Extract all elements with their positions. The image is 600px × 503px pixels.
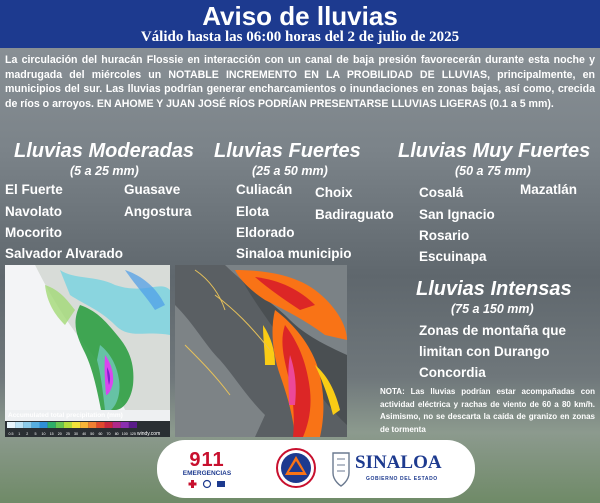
place-item: Badiraguato [315, 207, 394, 222]
legend-value-label: 40 [82, 432, 87, 436]
legend-swatch [23, 422, 31, 428]
precipitation-map [5, 265, 170, 437]
place-item: Cosalá [419, 185, 464, 200]
header-banner [0, 0, 600, 48]
satellite-radar-graphic [175, 265, 347, 437]
place-item: Mocorito [5, 225, 62, 240]
legend-value-label: 1 [18, 432, 21, 436]
moderadas-range: (5 a 25 mm) [70, 164, 139, 178]
legend-value-label: 15 [49, 432, 54, 436]
legend-swatch [40, 422, 48, 428]
muy-fuertes-range: (50 a 75 mm) [455, 164, 531, 178]
logo-911-number: 911 [189, 449, 225, 471]
logo-sinaloa-text: SINALOA [355, 452, 442, 473]
fuertes-title: Lluvias Fuertes [214, 140, 361, 162]
intensas-range: (75 a 150 mm) [451, 302, 534, 316]
proteccion-civil-shield-icon [276, 448, 316, 488]
place-item: Elota [236, 204, 270, 219]
page-title: Aviso de lluvias [202, 1, 398, 31]
legend-value-label: 125 [129, 432, 136, 436]
fuertes-range: (25 a 50 mm) [252, 164, 328, 178]
medical-cross-icon [182, 478, 232, 490]
map-watermark: windy.com [137, 431, 161, 437]
legend-value-label: 10 [41, 432, 46, 436]
place-item: Angostura [124, 204, 192, 219]
legend-swatch [96, 422, 104, 428]
legend-value-label: 0.5 [8, 432, 14, 436]
place-item: Mazatlán [520, 182, 578, 197]
legend-value-label: 50 [90, 432, 95, 436]
note-text: NOTA: Las lluvias podrían estar acompañadas con actividad eléctrica y rachas de viento de 60 a 80 km/h. Asimismo, no se descarta la caída de granizo en zonas de tormenta [380, 387, 595, 434]
logo-911-emergencias [182, 449, 232, 489]
mountain-zones-text: Zonas de montaña que limitan con Durango [419, 323, 567, 359]
place-item: Guasave [124, 182, 181, 197]
place-item: Sinaloa municipio [236, 246, 352, 261]
legend-swatch [48, 422, 56, 428]
legend-value-label: 25 [65, 432, 70, 436]
place-item: Rosario [419, 228, 470, 243]
precipitation-map-graphic [5, 265, 170, 437]
legend-value-label: 100 [121, 432, 128, 436]
legend-value-label: 70 [106, 432, 111, 436]
legend-swatch [113, 422, 121, 428]
sinaloa-emblem-icon [330, 449, 352, 489]
moderadas-title: Lluvias Moderadas [14, 140, 195, 162]
legend-value-label: 5 [34, 432, 37, 436]
legend-value-label: 2 [26, 432, 29, 436]
place-item: Salvador Alvarado [5, 246, 124, 261]
description-paragraph: La circulación del huracán Flossie en interacción con un canal de baja presión favorecerán durante esta noche y madrugada del miércoles un NOTABLE INCREMENTO EN LA PROBILIDAD DE LLUVIAS, principalmente, en municipios del sur. Las lluvias podrían generar encharcamientos o inundaciones en zonas bajas, así como, crecida de ríos o arroyos. EN AHOME Y JUAN JOSÉ RÍOS PODRÍAN PRESENTARSE LLUVIAS LIGERAS (0.1 a 5 mm). [5, 54, 595, 110]
place-item: Eldorado [236, 225, 295, 240]
muy-fuertes-title: Lluvias Muy Fuertes [398, 140, 591, 162]
legend-value-label: 80 [114, 432, 119, 436]
legend-swatch [15, 422, 23, 428]
place-item: Navolato [5, 204, 63, 219]
place-item: San Ignacio [419, 207, 495, 222]
map-caption: Accumulated total precipitation (mm) [8, 412, 123, 419]
place-item: El Fuerte [5, 182, 63, 197]
place-item: Escuinapa [419, 249, 487, 264]
place-item: Concordia [419, 365, 486, 380]
satellite-radar-map [175, 265, 347, 437]
legend-swatch [121, 422, 129, 428]
legend-swatch [80, 422, 88, 428]
logo-sinaloa-subtitle: GOBIERNO DEL ESTADO [366, 476, 438, 482]
legend-swatch [105, 422, 113, 428]
place-item: Choix [315, 185, 353, 200]
place-item: Culiacán [236, 182, 293, 197]
legend-value-label: 20 [57, 432, 62, 436]
logo-911-text: EMERGENCIAS [182, 470, 232, 477]
validity-subtitle: Válido hasta las 06:00 horas del 2 de julio de 2025 [140, 29, 460, 45]
legend-swatch [7, 422, 15, 428]
legend-swatch [88, 422, 96, 428]
intensas-title: Lluvias Intensas [416, 278, 572, 300]
legend-swatch [56, 422, 64, 428]
legend-value-label: 30 [74, 432, 79, 436]
legend-swatch [31, 422, 39, 428]
legend-swatch [129, 422, 137, 428]
legend-swatch [72, 422, 80, 428]
legend-value-label: 60 [98, 432, 103, 436]
legend-swatch [64, 422, 72, 428]
